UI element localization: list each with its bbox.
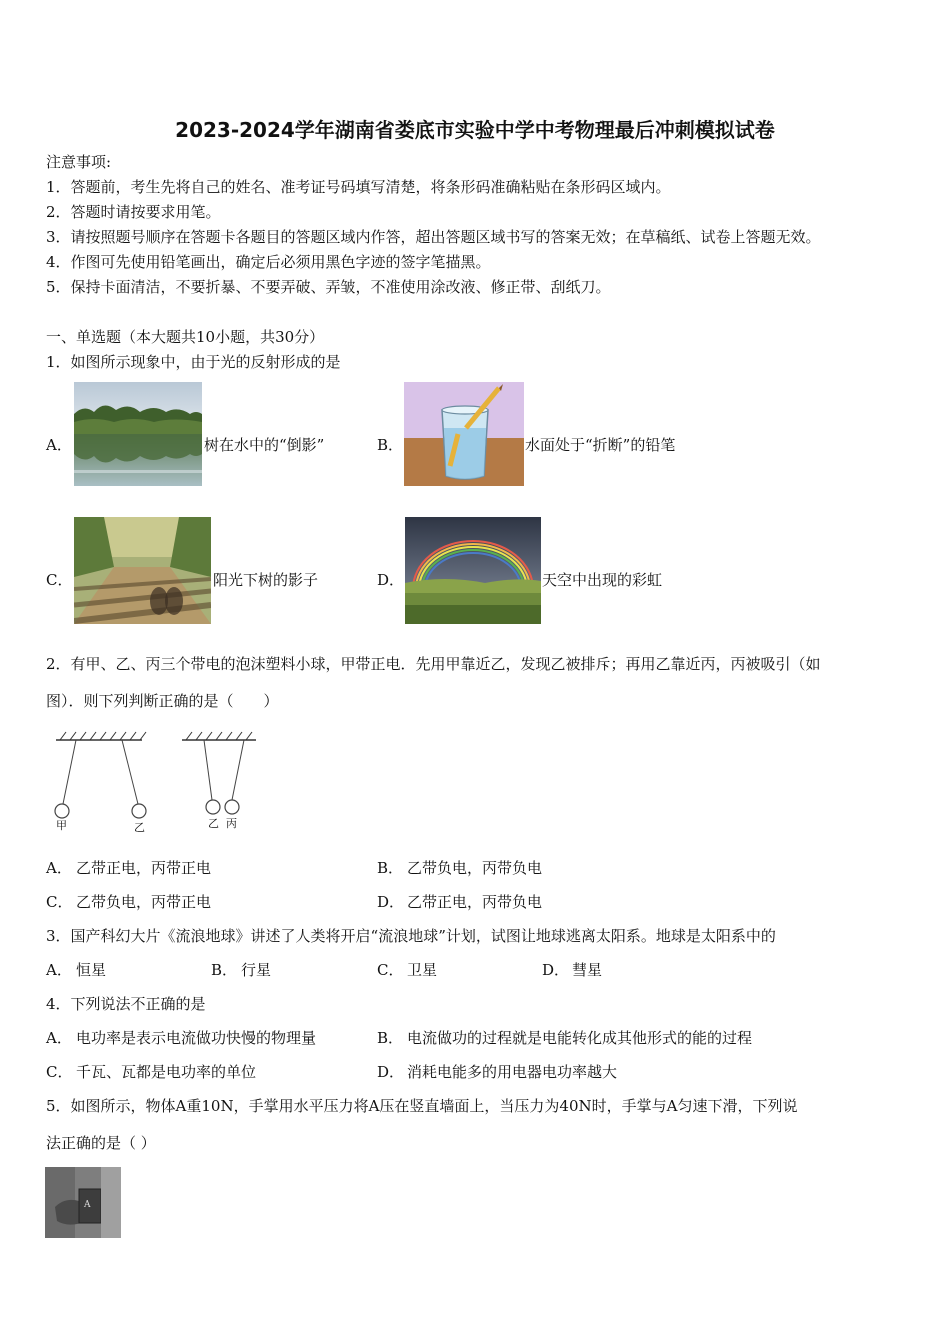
q3-option-b-text: 行星 [241, 961, 272, 979]
section-heading: 一、单选题（本大题共10小题，共30分） [46, 328, 325, 346]
page-title: 2023-2024学年湖南省娄底市实验中学中考物理最后冲刺模拟试卷 [175, 118, 775, 142]
q1-option-a-text: 树在水中的“倒影” [204, 436, 325, 454]
q2-option-d-letter[interactable]: D． [377, 893, 405, 911]
q4-option-c-text: 千瓦、瓦都是电功率的单位 [76, 1063, 257, 1081]
pencil-in-water-illustration [404, 382, 524, 486]
q1-option-c-text: 阳光下树的影子 [213, 571, 319, 589]
q4-option-a-text: 电功率是表示电流做功快慢的物理量 [76, 1029, 317, 1047]
question-3-stem: 3．国产科幻大片《流浪地球》讲述了人类将开启“流浪地球”计划，试图让地球逃离太阳系。地球是太阳系中的 [46, 927, 776, 945]
tree-reflection-photo [74, 382, 202, 486]
q1-option-a-letter[interactable]: A． [46, 436, 72, 454]
q3-option-d-letter[interactable]: D． [542, 961, 570, 979]
q4-option-c-letter[interactable]: C． [46, 1063, 73, 1081]
ball-label-bing: 丙 [226, 817, 237, 830]
q4-option-b-text: 电流做功的过程就是电能转化成其他形式的能的过程 [407, 1029, 753, 1047]
q2-option-c-letter[interactable]: C． [46, 893, 73, 911]
q2-option-a-text: 乙带正电，丙带正电 [76, 859, 212, 877]
q1-option-d-letter[interactable]: D． [377, 571, 405, 589]
notice-item: 4．作图可先使用铅笔画出，确定后必须用黑色字迹的签字笔描黑。 [46, 253, 491, 271]
question-2-stem: 2．有甲、乙、丙三个带电的泡沫塑料小球，甲带正电．先用甲靠近乙，发现乙被排斥；再用乙靠近丙，丙被吸引（如 [46, 655, 821, 673]
question-5-stem: 5．如图所示，物体A重10N，手掌用水平压力将A压在竖直墙面上，当压力为40N时，手掌与A匀速下滑，下列说 [46, 1097, 798, 1115]
q3-option-b-letter[interactable]: B． [211, 961, 238, 979]
notice-item: 1．答题前，考生先将自己的姓名、准考证号码填写清楚，将条形码准确粘贴在条形码区域内。 [46, 178, 671, 196]
rainbow-photo [405, 517, 541, 624]
question-4-stem: 4．下列说法不正确的是 [46, 995, 206, 1013]
q4-option-d-text: 消耗电能多的用电器电功率越大 [407, 1063, 618, 1081]
q3-option-a-text: 恒星 [76, 961, 107, 979]
q4-option-d-letter[interactable]: D． [377, 1063, 405, 1081]
notice-item: 2．答题时请按要求用笔。 [46, 203, 221, 221]
notice-item: 5．保持卡面清洁，不要折暴、不要弄破、弄皱，不准使用涂改液、修正带、刮纸刀。 [46, 278, 611, 296]
question-2-stem-cont: 图）．则下列判断正确的是（ ） [46, 692, 279, 710]
q4-option-b-letter[interactable]: B． [377, 1029, 404, 1047]
q4-option-a-letter[interactable]: A． [46, 1029, 72, 1047]
q3-option-a-letter[interactable]: A． [46, 961, 72, 979]
q1-option-c-letter[interactable]: C． [46, 571, 73, 589]
question-5-stem-cont: 法正确的是（ ） [46, 1134, 156, 1152]
ball-label-jia: 甲 [56, 819, 67, 832]
block-label: A [84, 1200, 91, 1210]
q1-option-b-letter[interactable]: B． [377, 436, 404, 454]
q2-option-b-letter[interactable]: B． [377, 859, 404, 877]
q3-option-c-text: 卫星 [407, 961, 438, 979]
q1-option-d-text: 天空中出现的彩虹 [542, 571, 663, 589]
ball-label-yi: 乙 [134, 821, 145, 834]
q2-option-d-text: 乙带正电，丙带负电 [407, 893, 543, 911]
q2-option-b-text: 乙带负电，丙带负电 [407, 859, 543, 877]
tree-shadow-photo [74, 517, 211, 624]
ball-label-yi-2: 乙 [208, 817, 219, 830]
q3-option-c-letter[interactable]: C． [377, 961, 404, 979]
q2-option-c-text: 乙带负电，丙带正电 [76, 893, 212, 911]
q3-option-d-text: 彗星 [572, 961, 603, 979]
notice-item: 3．请按照题号顺序在答题卡各题目的答题区域内作答，超出答题区域书写的答案无效；在草稿纸、试卷上答题无效。 [46, 228, 821, 246]
notice-heading: 注意事项: [46, 153, 112, 171]
question-1-stem: 1．如图所示现象中，由于光的反射形成的是 [46, 353, 341, 371]
block-on-wall-photo [45, 1167, 121, 1238]
q1-option-b-text: 水面处于“折断”的铅笔 [525, 436, 676, 454]
q2-option-a-letter[interactable]: A． [46, 859, 72, 877]
